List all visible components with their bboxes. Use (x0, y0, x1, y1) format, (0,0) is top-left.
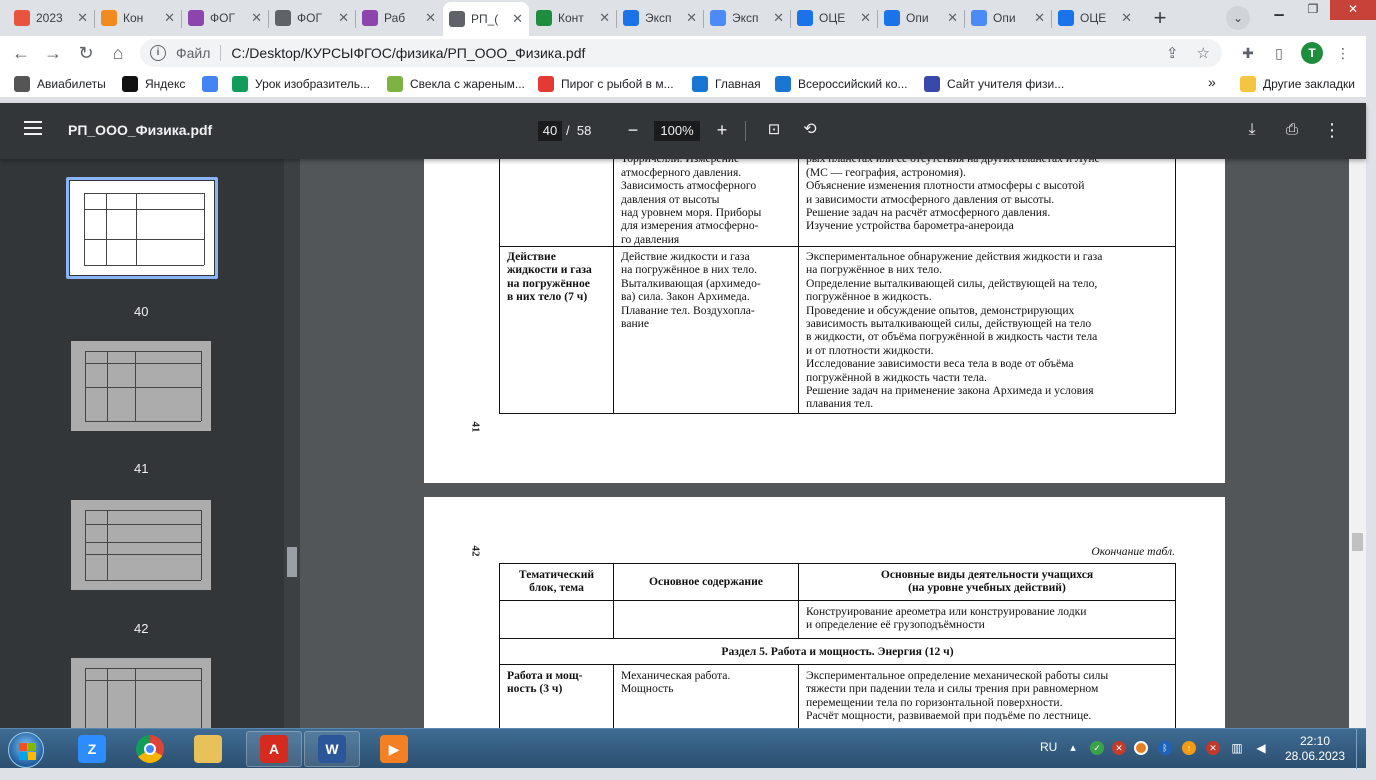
edge-icon (1058, 10, 1074, 26)
explorer-icon (194, 735, 222, 763)
thumbnail-page-40[interactable] (70, 181, 214, 275)
pdf-page-42 (424, 497, 1225, 737)
bookmark-label: Авиабилеты (37, 77, 106, 91)
pdf-toolbar (0, 103, 1366, 159)
green-book-icon (232, 76, 248, 92)
media-player-taskbar-button[interactable] (366, 731, 422, 767)
pie-icon (538, 76, 554, 92)
url-scheme: Файл (176, 45, 211, 61)
zoom-out-icon[interactable]: − (627, 120, 639, 140)
thumbnail-label-42: 42 (134, 621, 149, 636)
check-icon (536, 10, 552, 26)
bookmark-label: Урок изобразитель... (255, 77, 370, 91)
bookmark-label: Яндекс (145, 77, 186, 91)
acrobat-icon: A (260, 735, 288, 763)
browser-menu-icon[interactable]: ⋮ (1336, 45, 1350, 61)
download-icon[interactable]: ⤓ (1248, 121, 1256, 138)
browser-toolbar (0, 36, 1366, 70)
tab-6[interactable] (443, 2, 529, 36)
table-caption: Окончание табл. (1091, 545, 1175, 558)
bookmark-item[interactable] (14, 76, 106, 92)
yandex-icon (122, 76, 138, 92)
system-clock[interactable] (1282, 734, 1348, 764)
tab-close-icon[interactable]: ✕ (686, 10, 697, 25)
table-header: Тематический блок, тема (518, 568, 595, 595)
tab-strip (0, 0, 1366, 36)
globe-icon (275, 10, 291, 26)
explorer-taskbar-button[interactable] (180, 731, 236, 767)
bookmark-item[interactable] (387, 76, 525, 92)
tab-9[interactable] (704, 3, 790, 33)
tab-7[interactable] (530, 3, 616, 33)
tab-title: Опи (906, 11, 929, 25)
table-cell: атмосферного давления. Зависимость атмосферного давления от высоты над уровнем моря. Приборы для измерения атмосферно- го давления (621, 165, 762, 246)
plane-icon (14, 76, 30, 92)
tab-title: Эксп (732, 11, 759, 25)
tab-title: ОЦЕ (819, 11, 846, 25)
google-icon (202, 76, 218, 92)
start-button[interactable] (8, 732, 44, 768)
table-border (1175, 139, 1176, 414)
tab-close-icon[interactable]: ✕ (512, 11, 523, 26)
tray-antivirus-icon[interactable]: ✕ (1112, 741, 1126, 755)
bookmark-label: Сайт учителя физи... (947, 77, 1065, 91)
tab-title: Конт (558, 11, 584, 25)
table-cell: Экспериментальное обнаружение действия жидкости и газа на погружённое в них тело. Определение выталкивающей силы, действующей на тело, погружённое в жидкость. Проведение и обсуждение опытов, демонстрирующих зависимость выталкивающей силы, действующей на тело в жидкости, от объёма погружённой в жидкость части тела и от плотности жидкости. Исследование зависимости веса тела в воде от объёма погружённой в жидкость части тела. Решение задач на применение закона Архимеда и условия плавания тел. (806, 250, 1103, 411)
new-tab-button[interactable]: + (1153, 5, 1167, 30)
table-cell: Механическая работа. Мощность (621, 669, 731, 696)
table-cell: (МС — география, астрономия). Объяснение изменения плотности атмосферы с высотой и зависимости атмосферного давления от высоты. Решение задач на расчёт атмосферного давления. Изучение устройства барометра-анероида (806, 165, 1085, 233)
network-icon[interactable]: ▥ (1231, 741, 1243, 755)
table-border (499, 563, 1176, 564)
thumbnail-label-41: 41 (134, 461, 149, 476)
address-bar[interactable] (140, 39, 1222, 67)
tab-3[interactable] (182, 3, 268, 33)
tab-12[interactable] (965, 3, 1051, 33)
tray-recorder-icon[interactable] (1134, 741, 1148, 755)
page-count: 58 (576, 123, 592, 138)
tab-title: 2023 (36, 11, 63, 25)
tab-close-icon[interactable]: ✕ (425, 10, 436, 25)
pdf-more-icon[interactable]: ⋮ (1323, 120, 1341, 140)
bookmark-item[interactable] (232, 76, 370, 92)
tab-close-icon[interactable]: ✕ (860, 10, 871, 25)
bookmark-label: Главная (715, 77, 761, 91)
toolbar-divider (745, 121, 746, 141)
bookmark-item[interactable] (775, 76, 907, 92)
bookmark-item[interactable] (692, 76, 761, 92)
tab-close-icon[interactable]: ✕ (947, 10, 958, 25)
table-cell: Действие жидкости и газа на погружённое в них тело. Выталкивающая (архимедо- ва) сила. Закон Архимеда. Плавание тел. Воздухопла- вание (621, 250, 761, 331)
edge-icon (623, 10, 639, 26)
bookmark-label: Всероссийский ко... (798, 77, 908, 91)
bookmark-star-icon[interactable]: ☆ (1196, 45, 1210, 62)
play-icon (101, 10, 117, 26)
tab-10[interactable] (791, 3, 877, 33)
tab-5[interactable] (356, 3, 442, 33)
document-scroll-thumb[interactable] (1352, 533, 1363, 551)
sidebar-menu-icon[interactable] (24, 121, 42, 135)
language-indicator[interactable]: RU (1040, 740, 1058, 754)
page-number-42: 42 (469, 545, 482, 557)
edge-icon (797, 10, 813, 26)
leaf-icon (387, 76, 403, 92)
tab-title: Опи (993, 11, 1016, 25)
tab-title: РП_( (471, 12, 499, 26)
clock-time: 22:10 (1299, 734, 1331, 748)
tab-close-icon[interactable]: ✕ (773, 10, 784, 25)
share-icon[interactable]: ⇪ (1165, 45, 1179, 62)
site-info-icon[interactable]: i (150, 45, 166, 61)
bookmark-label: Пирог с рыбой в м... (561, 77, 674, 91)
tray-expand-icon[interactable]: ▴ (1070, 742, 1076, 754)
globe-icon (449, 11, 465, 27)
other-bookmarks-folder[interactable] (1240, 76, 1355, 92)
school-icon (775, 76, 791, 92)
grid-icon (188, 10, 204, 26)
home-icon[interactable]: ⌂ (112, 43, 124, 63)
close-window-button[interactable]: ✕ (1330, 0, 1376, 20)
tab-close-icon[interactable]: ✕ (1121, 10, 1132, 25)
sidebar-scroll-thumb[interactable] (287, 547, 297, 577)
table-border (499, 413, 1176, 414)
show-desktop-button[interactable] (1356, 729, 1366, 769)
media-player-icon: ▶ (380, 735, 408, 763)
tab-2[interactable] (95, 3, 181, 33)
pdf-document-view[interactable] (300, 159, 1349, 728)
tab-close-icon[interactable]: ✕ (164, 10, 175, 25)
tab-title: Раб (384, 11, 406, 25)
bookmark-label: Свекла с жареным... (410, 77, 525, 91)
zoom-taskbar-button[interactable] (64, 731, 120, 767)
bookmark-item[interactable] (924, 76, 1064, 92)
sidebar-scrollbar[interactable] (284, 159, 300, 728)
table-border (499, 600, 1176, 601)
grid-icon (362, 10, 378, 26)
tab-close-icon[interactable]: ✕ (338, 10, 349, 25)
page-separator: / (566, 123, 570, 138)
bluetooth-icon[interactable]: ᛒ (1158, 741, 1172, 755)
tab-13[interactable] (1052, 3, 1138, 33)
folder-icon (1240, 76, 1256, 92)
side-panel-icon[interactable]: ▯ (1275, 45, 1283, 61)
profile-avatar[interactable]: T (1301, 42, 1323, 64)
chrome-icon (136, 735, 164, 763)
tab-title: Кон (123, 11, 144, 25)
volume-icon[interactable]: ◀ (1256, 741, 1266, 755)
thumbnail-page-42[interactable] (71, 500, 211, 590)
tab-search-button[interactable]: ⌄ (1226, 6, 1250, 30)
tray-update-icon[interactable]: ↑ (1182, 741, 1196, 755)
tab-title: Эксп (645, 11, 672, 25)
acrobat-taskbar-button[interactable] (246, 731, 302, 767)
table-cell-topic: Работа и мощ- ность (3 ч) (507, 669, 583, 696)
rotate-icon[interactable]: ⟲ (803, 121, 817, 138)
minimize-button[interactable]: ▁ (1274, 2, 1284, 16)
tab-8[interactable] (617, 3, 703, 33)
school-icon (692, 76, 708, 92)
page-total (566, 123, 591, 138)
zoom-icon: Z (78, 735, 106, 763)
page-number-input[interactable]: 40 (538, 121, 562, 141)
print-icon[interactable]: ⎙ (1285, 121, 1298, 138)
bookmarks-bar (0, 70, 1366, 98)
tab-title: ФОГ (210, 11, 235, 25)
edge-icon (884, 10, 900, 26)
table-cell: Экспериментальное определение механической работы силы тяжести при падении тела и силы трения при равномерном перемещении тела по горизонтальной поверхности. Расчёт мощности, развиваемой при подъёме по лестнице. (806, 669, 1109, 723)
table-cell: Конструирование ареометра или конструирование лодки и определение её грузоподъёмности (806, 605, 1087, 632)
table-cell-topic: Действие жидкости и газа на погружённое в них тело (7 ч) (507, 250, 592, 304)
more-bookmarks-button[interactable]: » (1208, 74, 1216, 90)
zoom-in-icon[interactable]: + (716, 120, 728, 140)
tray-app-icon[interactable]: ✓ (1090, 741, 1104, 755)
page-number-41: 41 (469, 421, 482, 433)
thumbnail-sidebar (0, 159, 284, 728)
tab-close-icon[interactable]: ✕ (1034, 10, 1045, 25)
tab-11[interactable] (878, 3, 964, 33)
document-scrollbar[interactable] (1349, 159, 1366, 728)
tab-1[interactable] (8, 3, 94, 33)
word-taskbar-button[interactable] (304, 731, 360, 767)
url-separator (220, 45, 221, 61)
cube-icon (971, 10, 987, 26)
extensions-icon[interactable]: ✚ (1242, 45, 1254, 61)
window-controls (1262, 0, 1376, 20)
thumbnail-page-41[interactable] (71, 341, 211, 431)
atom-icon (924, 76, 940, 92)
chrome-taskbar-button[interactable] (122, 731, 178, 767)
pdf-page-41 (424, 139, 1225, 483)
tab-close-icon[interactable]: ✕ (251, 10, 262, 25)
tab-4[interactable] (269, 3, 355, 33)
table-border (499, 638, 1176, 639)
other-bookmarks-label: Другие закладки (1263, 77, 1355, 91)
tab-title: ОЦЕ (1080, 11, 1107, 25)
pdf-title: РП_ООО_Физика.pdf (68, 122, 213, 138)
fit-page-icon[interactable]: ⊡ (767, 121, 781, 138)
bookmark-item[interactable] (538, 76, 674, 92)
forward-icon[interactable]: → (44, 43, 62, 63)
table-section-title: Раздел 5. Работа и мощность. Энергия (12 ч) (721, 645, 954, 658)
tray-security-icon[interactable]: ✕ (1206, 741, 1220, 755)
table-border (1175, 563, 1176, 743)
reload-icon[interactable]: ↻ (78, 43, 94, 63)
word-icon: W (318, 735, 346, 763)
zoom-input[interactable]: 100% (654, 121, 700, 141)
bookmark-item[interactable] (202, 76, 225, 92)
maximize-button[interactable]: ❐ (1307, 2, 1319, 16)
table-header: Основное содержание (649, 575, 763, 588)
windows-taskbar (0, 728, 1366, 768)
table-border (499, 664, 1176, 665)
back-icon[interactable]: ← (12, 43, 30, 63)
url-text[interactable]: C:/Desktop/КУРСЫФГОС/физика/РП_ООО_Физика.pdf (231, 45, 586, 61)
tab-title: ФОГ (297, 11, 322, 25)
chart-icon (14, 10, 30, 26)
cube-icon (710, 10, 726, 26)
bookmark-item[interactable] (122, 76, 185, 92)
tab-close-icon[interactable]: ✕ (599, 10, 610, 25)
clock-date: 28.06.2023 (1284, 749, 1346, 763)
tab-close-icon[interactable]: ✕ (77, 10, 88, 25)
table-header: Основные виды деятельности учащихся (на уровне учебных действий) (880, 568, 1094, 595)
thumbnail-label-40: 40 (134, 304, 149, 319)
